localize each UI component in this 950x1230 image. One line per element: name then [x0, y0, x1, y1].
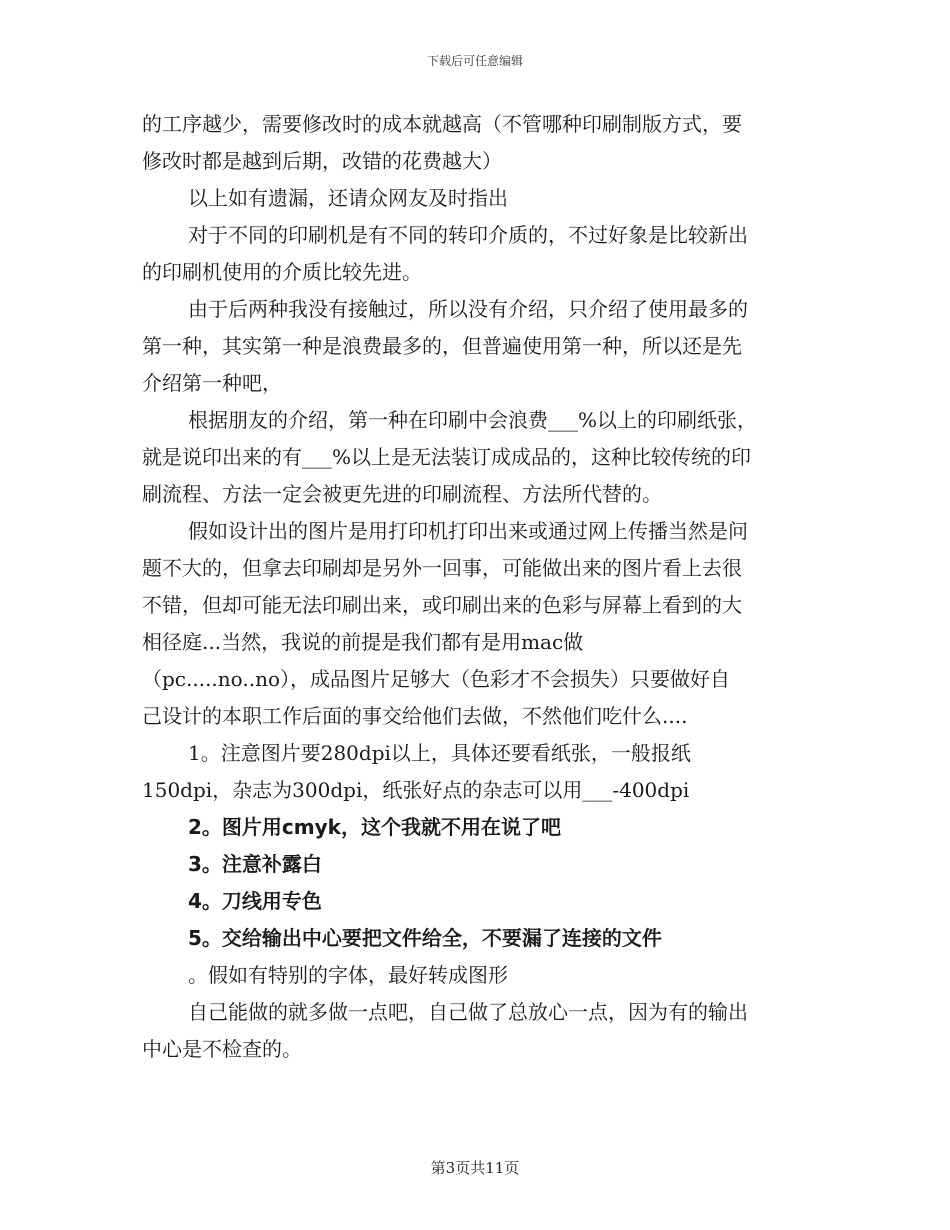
- text-line: 5。交给输出中心要把文件给全，不要漏了连接的文件: [188, 926, 662, 950]
- text-line: 介绍第一种吧，: [142, 371, 282, 395]
- text-line: 就是说印出来的有___%以上是无法装订成成品的，这种比较传统的印: [142, 445, 752, 469]
- text-line: （pc.....no..no），成品图片足够大（色彩才不会损失）只要做好自: [142, 667, 730, 691]
- text-line: 150dpi，杂志为300dpi，纸张好点的杂志可以用___-400dpi: [142, 778, 690, 802]
- text-line: 以上如有遗漏，还请众网友及时指出: [188, 186, 508, 210]
- text-line: 刷流程、方法一定会被更先进的印刷流程、方法所代替的。: [142, 482, 662, 506]
- text-line: 假如设计出的图片是用打印机打印出来或通过网上传播当然是问: [188, 519, 748, 543]
- text-line: 根据朋友的介绍，第一种在印刷中会浪费___%以上的印刷纸张，: [188, 408, 758, 432]
- text-line: 修改时都是越到后期，改错的花费越大）: [142, 149, 502, 173]
- text-line: 中心是不检查的。: [142, 1037, 302, 1061]
- text-line: 己设计的本职工作后面的事交给他们去做，不然他们吃什么....: [142, 704, 688, 728]
- text-line: 的印刷机使用的介质比较先进。: [142, 260, 422, 284]
- text-line: 的工序越少，需要修改时的成本就越高（不管哪种印刷制版方式，要: [142, 112, 742, 136]
- text-line: 4。刀线用专色: [188, 889, 322, 913]
- text-line: 1。注意图片要280dpi以上，具体还要看纸张，一般报纸: [188, 741, 691, 765]
- text-line: 2。图片用cmyk，这个我就不用在说了吧: [188, 815, 561, 839]
- text-line: 题不大的，但拿去印刷却是另外一回事，可能做出来的图片看上去很: [142, 556, 742, 580]
- page-header: 下载后可任意编辑: [426, 54, 523, 68]
- text-line: 。假如有特别的字体，最好转成图形: [188, 963, 508, 987]
- text-line: 自己能做的就多做一点吧，自己做了总放心一点，因为有的输出: [188, 1000, 748, 1024]
- text-line: 相径庭...当然，我说的前提是我们都有是用mac做: [142, 630, 584, 654]
- page-number: 第3页共11页: [430, 1159, 520, 1177]
- text-line: 对于不同的印刷机是有不同的转印介质的，不过好象是比较新出: [188, 223, 748, 247]
- text-line: 第一种，其实第一种是浪费最多的，但普遍使用第一种，所以还是先: [142, 334, 742, 358]
- text-line: 3。注意补露白: [188, 852, 322, 876]
- text-line: 由于后两种我没有接触过，所以没有介绍，只介绍了使用最多的: [188, 297, 748, 321]
- text-line: 不错，但却可能无法印刷出来，或印刷出来的色彩与屏幕上看到的大: [142, 593, 742, 617]
- document-body: [142, 106, 822, 1068]
